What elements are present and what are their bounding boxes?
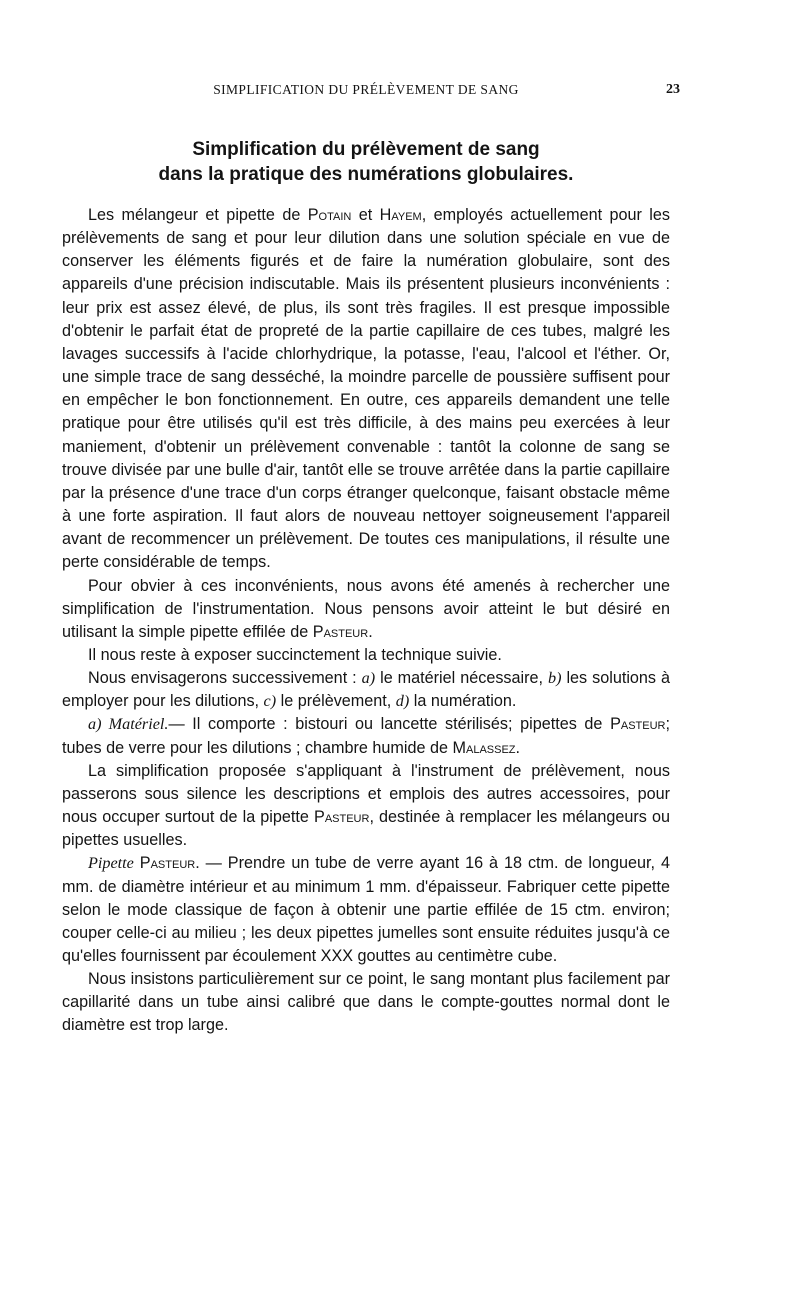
item-a-marker: a) [361, 669, 376, 688]
p7-text-1: . — Prendre un tube de verre ayant 16 à 18 ctm. de longueur, 4 mm. de diamètre intérieur et au minimum 1 mm. d'épaisseur. Fabriquer cette pipette selon le mode classique de façon à obtenir une partie effilée de 15 ctm. environ; couper celle-ci au milieu ; les deux pipettes jumelles sont ensuite réduites jusqu'à ce qu'elles fournissent par écoulement XXX gouttes au centimètre cube. [62, 854, 670, 965]
p4-text-2: le matériel nécessaire, [375, 669, 548, 688]
p4-text-3: les solutions à employer pour les dilutions, [62, 669, 671, 711]
section-heading-materiel: a) Matériel. [88, 715, 169, 734]
p4-text-1: Nous envisagerons successivement : [88, 669, 362, 688]
p1-text-3: , employés actuellement pour les prélèvements de sang et pour leur dilution dans une solution spéciale en vue de conserver les éléments figurés et de faire la numération globulaire, sont des appareils d'une précision indiscutable. Mais ils présentent plusieurs inconvénients : leur prix est assez élevé, de plus, ils sont très fragiles. Il est presque impossible d'obtenir le parfait état de propreté de la partie capillaire de ces tubes, malgré les lavages successifs à l'acide chlorhydrique, la potasse, l'eau, l'alcool et l'éther. Or, une simple trace de sang desséché, la moindre parcelle de poussière suffisent pour en empêcher le bon fonctionnement. En outre, ces appareils demandent une telle pratique pour être utilisés qu'il est très difficile, à des mains peu exercées à leur maniement, d'obtenir un prélèvement convenable : tantôt la colonne de sang se trouve divisée par une bulle d'air, tantôt elle se trouve arrêtée dans la partie capillaire par la présence d'une trace d'un corps étranger quelconque, faisant obstacle même à une forte aspiration. Il faut alors de nouveau nettoyer soigneusement l'appareil avant de recommencer un prélèvement. De toutes ces manipulations, il résulte une perte considérable de temps. [62, 206, 671, 572]
document-page [62, 0, 680, 1292]
title-line-1: Simplification du prélèvement de sang [192, 139, 540, 160]
p2-text-2: . [368, 622, 373, 641]
paragraph-3: Il nous reste à exposer succinctement la technique suivie. [88, 645, 502, 664]
p1-text-2: et [351, 206, 380, 224]
author-pasteur: Pasteur [314, 808, 370, 827]
page-number: 23 [666, 82, 680, 97]
paragraph-1 [62, 204, 670, 575]
author-hayem: Hayem [379, 206, 422, 224]
title-line-2: dans la pratique des numérations globulaires. [158, 164, 574, 185]
section-heading-pipette: Pipette [88, 854, 134, 873]
item-b-marker: b) [548, 669, 562, 688]
author-potain: Potain [307, 206, 352, 224]
body-text [62, 204, 670, 1038]
paragraph-6 [62, 760, 670, 853]
p4-text-4: le prélèvement, [276, 692, 396, 711]
p6-text-2: , destinée à remplacer les mélangeurs ou pipettes usuelles. [62, 808, 671, 850]
running-head [62, 82, 680, 102]
item-d-marker: d) [395, 692, 410, 711]
author-malassez: Malassez [452, 738, 516, 757]
p5-text-1: — Il comporte : bistouri ou lancette stérilisés; pipettes de [168, 715, 611, 734]
item-c-marker: c) [263, 692, 277, 711]
p2-text-1: Pour obvier à ces inconvénients, nous avons été amenés à rechercher une simplification de l'instrumentation. Nous pensons avoir atteint le but désiré en utilisant la simple pipette effilée de [62, 576, 670, 641]
article-title [62, 137, 670, 187]
author-pasteur: Pasteur [139, 854, 196, 873]
p4-text-5: la numération. [409, 692, 517, 711]
p5-text-3: . [515, 738, 521, 757]
p1-text-1: Les mélangeur et pipette de [88, 206, 308, 224]
paragraph-7 [62, 852, 670, 968]
p5-text-2: ; tubes de verre pour les dilutions ; chambre humide de [62, 715, 670, 757]
running-title: SIMPLIFICATION DU PRÉLÈVEMENT DE SANG [213, 82, 519, 97]
p6-text-1: La simplification proposée s'appliquant à l'instrument de prélèvement, nous passerons sous silence les descriptions et emplois des autres accessoires, pour nous occuper surtout de la pipette [62, 761, 670, 827]
author-pasteur: Pasteur [610, 715, 666, 734]
author-pasteur: Pasteur [312, 622, 369, 641]
paragraph-8: Nous insistons particulièrement sur ce point, le sang montant plus facilement par capillarité dans un tube ainsi calibré que dans le compte-gouttes normal dont le diamètre est trop large. [62, 970, 670, 1035]
paragraph-2 [62, 575, 670, 644]
paragraph-4 [62, 667, 670, 713]
paragraph-5 [62, 713, 670, 759]
